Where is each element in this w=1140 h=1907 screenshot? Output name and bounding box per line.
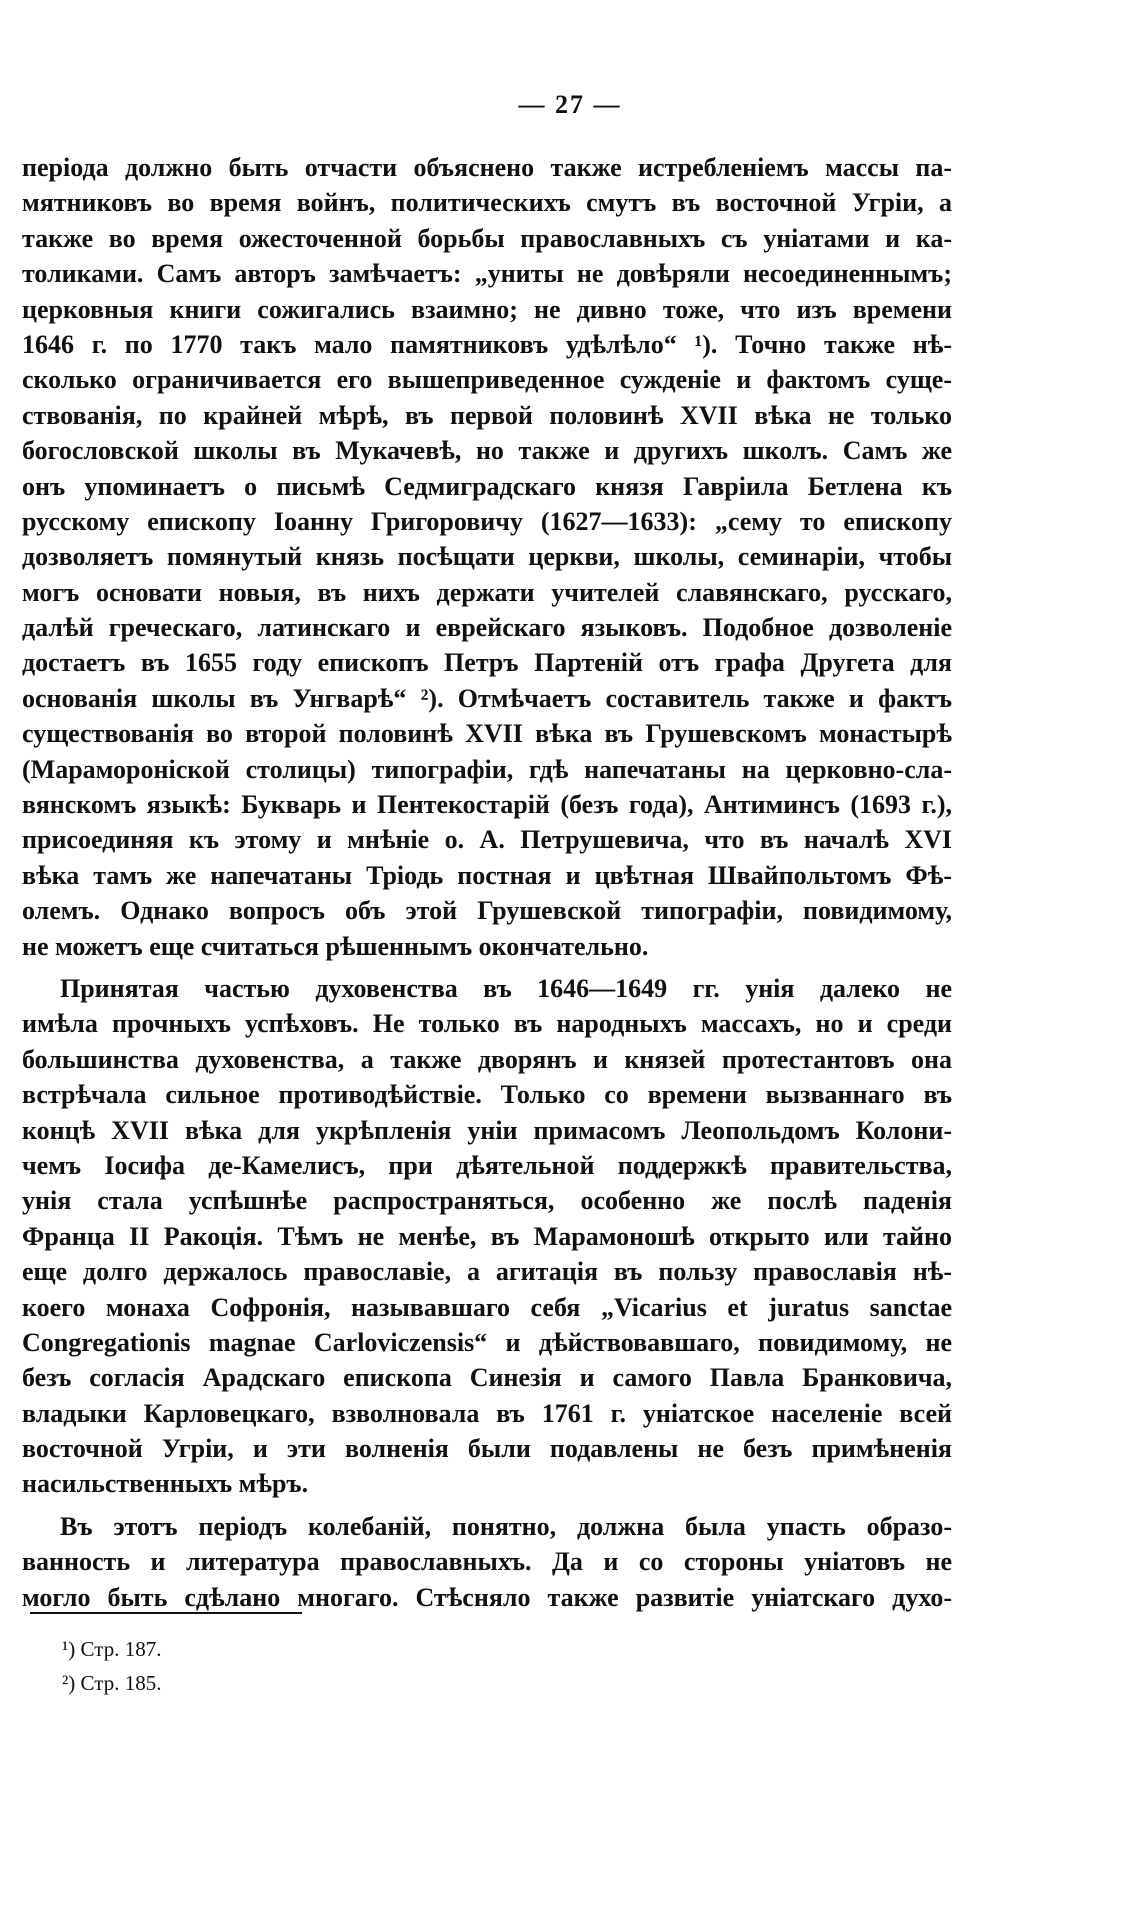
- body-text: [22, 150, 952, 1615]
- text-line: не можетъ еще считаться рѣшеннымъ окончательно.: [22, 931, 649, 961]
- text-line: имѣла прочныхъ успѣховъ. Не только въ народныхъ массахъ, но и среди: [22, 1009, 952, 1039]
- text-line: 1646 г. по 1770 такъ мало памятниковъ удѣлѣло“ ¹). Точно также нѣ-: [22, 329, 952, 359]
- text-line: присоединяя къ этому и мнѣніе о. А. Петрушевича, что въ началѣ XVI: [22, 825, 952, 855]
- text-line: чемъ Іосифа де-Камелисъ, при дѣятельной поддержкѣ правительства,: [22, 1150, 952, 1180]
- footnote-marker: ¹): [62, 1637, 76, 1661]
- text-line: вѣка тамъ же напечатаны Тріодь постная и цвѣтная Швайпольтомъ Фѣ-: [22, 860, 952, 890]
- text-line: встрѣчала сильное противодѣйствіе. Только со времени вызваннаго въ: [22, 1080, 952, 1110]
- paragraph-2: [22, 971, 952, 1502]
- text-line: періода должно быть отчасти объяснено также истребленіемъ массы па-: [22, 153, 952, 182]
- text-line: могъ основати новыя, въ нихъ держати учителей славянскаго, русскаго,: [22, 577, 952, 607]
- text-line: Congregationis magnae Carloviczensis“ и дѣйствовавшаго, повидимому, не: [22, 1327, 952, 1357]
- paragraph-gap: [22, 964, 952, 971]
- text-line: безъ согласія Арадскаго епископа Синезія и самого Павла Бранковича,: [22, 1363, 952, 1393]
- text-line: основанія школы въ Унгварѣ“ ²). Отмѣчаетъ составитель также и фактъ: [22, 683, 952, 713]
- paragraph-1: [22, 150, 952, 964]
- footnote-2: [62, 1666, 462, 1700]
- text-line: ствованія, по крайней мѣрѣ, въ первой половинѣ XVII вѣка не только: [22, 400, 952, 430]
- footnote-text: Стр. 185.: [80, 1671, 162, 1695]
- text-line: сколько ограничивается его вышеприведенное сужденіе и фактомъ суще-: [22, 365, 952, 395]
- text-line: олемъ. Однако вопросъ объ этой Грушевской типографіи, повидимому,: [22, 896, 952, 926]
- text-line: восточной Угріи, и эти волненія были подавлены не безъ примѣненія: [22, 1434, 952, 1464]
- text-line: владыки Карловецкаго, взволновала въ 1761 г. уніатское населеніе всей: [22, 1398, 952, 1428]
- text-line: Принятая частью духовенства въ 1646—1649 гг. унія далеко не: [60, 973, 952, 1003]
- text-line: унія стала успѣшнѣе распространяться, особенно же послѣ паденія: [22, 1186, 952, 1216]
- text-line: дозволяетъ помянутый князь посѣщати церкви, школы, семинаріи, чтобы: [22, 542, 952, 572]
- text-line: церковныя книги сожигались взаимно; не дивно тоже, что изъ времени: [22, 294, 952, 324]
- text-line: концѣ XVII вѣка для укрѣпленія уніи примасомъ Леопольдомъ Колони-: [22, 1115, 952, 1145]
- footnotes: [62, 1632, 462, 1700]
- footnote-1: [62, 1632, 462, 1666]
- text-line: также во время ожесточенной борьбы православныхъ съ уніатами и ка-: [22, 223, 952, 253]
- text-line: далѣй греческаго, латинскаго и еврейскаго языковъ. Подобное дозволеніе: [22, 613, 952, 643]
- text-line: достаетъ въ 1655 году епископъ Петръ Партеній отъ графа Другета для: [22, 648, 952, 678]
- text-line: существованія во второй половинѣ XVII вѣка въ Грушевскомъ монастырѣ: [22, 719, 952, 749]
- text-line: богословской школы въ Мукачевѣ, но также и другихъ школъ. Самъ же: [22, 436, 952, 466]
- page-number: — 27 —: [518, 90, 622, 119]
- text-line: могло быть сдѣлано многаго. Стѣсняло также развитіе уніатскаго духо-: [22, 1582, 952, 1612]
- text-line: вянскомъ языкѣ: Букварь и Пентекостарій (безъ года), Антиминсъ (1693 г.),: [22, 790, 952, 820]
- text-line: Въ этотъ періодъ колебаній, понятно, должна была упасть образо-: [60, 1511, 952, 1541]
- text-line: толиками. Самъ авторъ замѣчаетъ: „униты не довѣряли несоединеннымъ;: [22, 259, 952, 289]
- text-line: (Марамороніской столицы) типографіи, гдѣ напечатаны на церковно-сла-: [22, 754, 952, 784]
- text-line: коего монаха Софронія, называвшаго себя „Vicarius et juratus sanctae: [22, 1292, 952, 1322]
- text-line: онъ упоминаетъ о письмѣ Седмиградскаго князя Гавріила Бетлена къ: [22, 471, 952, 501]
- paragraph-gap: [22, 1502, 952, 1509]
- footnote-divider: [30, 1612, 302, 1614]
- text-line: мятниковъ во время войнъ, политическихъ смутъ въ восточной Угріи, а: [22, 188, 952, 218]
- text-line: ванность и литература православныхъ. Да и со стороны уніатовъ не: [22, 1547, 952, 1577]
- text-line: насильственныхъ мѣръ.: [22, 1469, 309, 1499]
- text-line: русскому епископу Іоанну Григоровичу (1627—1633): „сему то епископу: [22, 506, 952, 536]
- footnote-marker: ²): [62, 1671, 76, 1695]
- paragraph-3: [22, 1509, 952, 1615]
- text-line: большинства духовенства, а также дворянъ и князей протестантовъ она: [22, 1044, 952, 1074]
- text-line: Франца II Ракоція. Тѣмъ не менѣе, въ Марамоношѣ открыто или тайно: [22, 1221, 952, 1251]
- footnote-text: Стр. 187.: [80, 1637, 162, 1661]
- text-line: еще долго держалось православіе, а агитація въ пользу православія нѣ-: [22, 1257, 952, 1287]
